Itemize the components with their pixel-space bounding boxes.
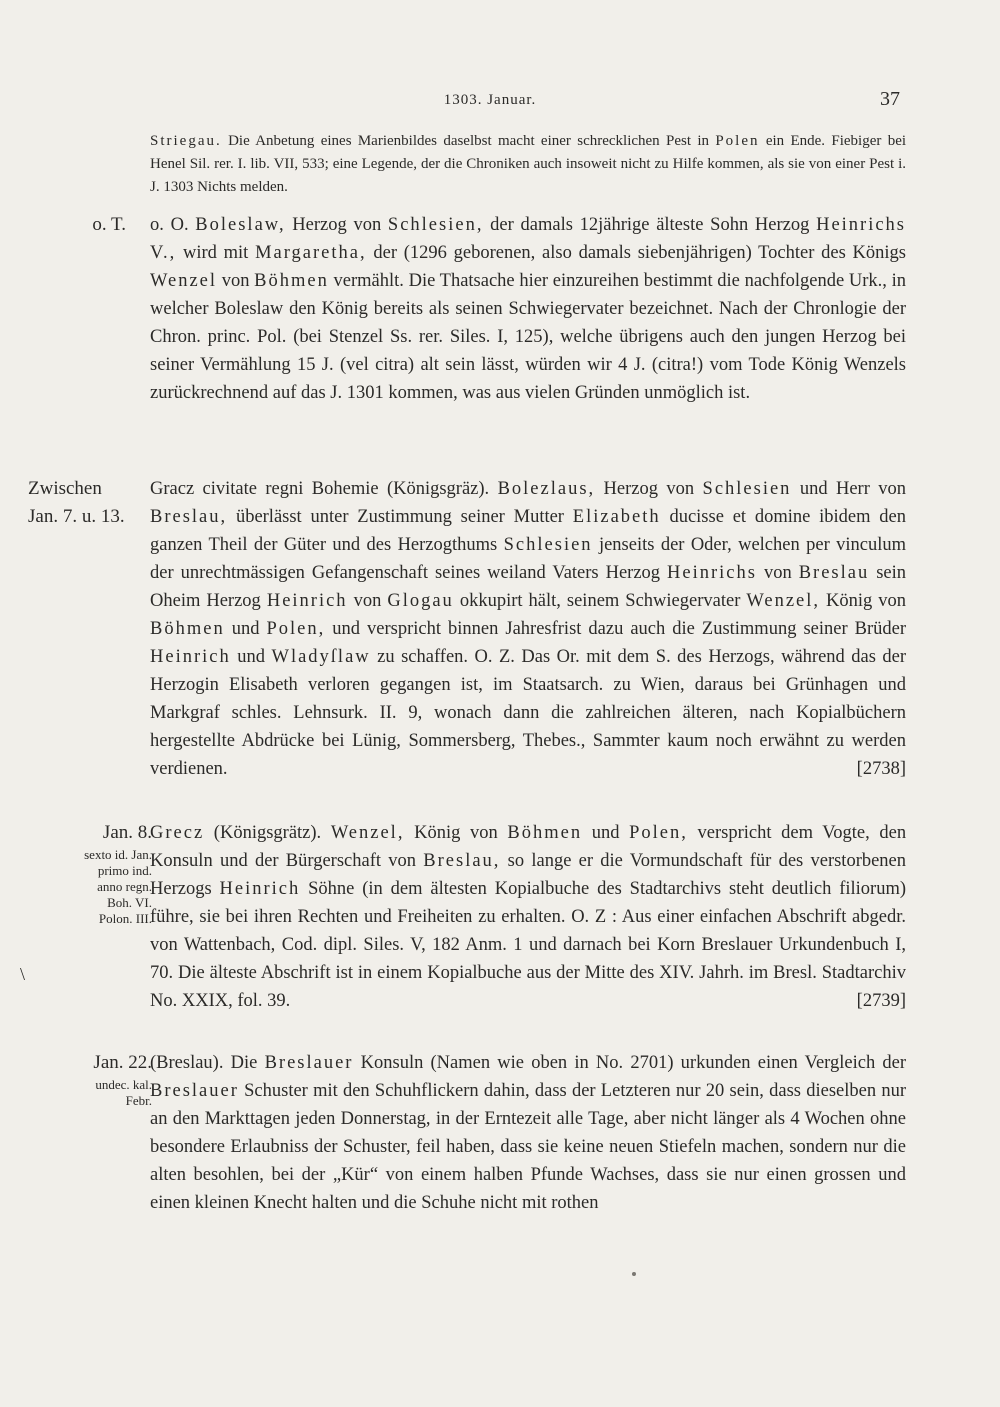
entry-text: Grecz (Königsgrätz). Wenzel, König von Böhmen und Polen, verspricht dem Vogte, den Konsuln und der Bürgerschaft von Breslau, so lange er die Vormundschaft für des verstorbenen Herzogs Heinrich Söhne (in dem ältesten Kopialbuche des Stadtarchivs steht deutlich filiorum) führe, sie bei ihren Rechten und Freiheiten zu erhalten. O. Z : Aus einer einfachen Abschrift abgedr. von Wattenbach, Cod. dipl. Siles. V, 182 Anm. 1 und darnach bei Korn Breslauer Urkundenbuch I, 70. Die älteste Abschrift ist in einem Kopialbuche aus der Mitte des XIV. Jahrh. im Bresl. Stadtarchiv No. XXIX, fol. 39. [2739] <box>150 819 906 1015</box>
entry-date: Jan. 8. sexto id. Jan. primo ind. anno regn. Boh. VI. Polon. III. <box>84 822 152 926</box>
place-name: Gracz civitate regni Bohemie (Königsgräz). <box>150 479 490 499</box>
entry-date: Jan. 22. undec. kal. Febr. <box>93 1052 152 1108</box>
page-number: 37 <box>880 88 900 110</box>
running-title: 1303. Januar. <box>443 92 537 108</box>
place-name: (Breslau). <box>150 1053 224 1073</box>
entry-date: o. T. <box>92 214 126 235</box>
entry-text: o. O. Boleslaw, Herzog von Schlesien, der damals 12jährige älteste Sohn Herzog Heinrichs V., wird mit Margaretha, der (1296 geborenen, also damals siebenjährigen) Tochter des Königs Wenzel von Böhmen vermählt. Die Thatsache hier einzureihen bestimmt die nachfolgende Urk., in welcher Boleslaw den König bereits als seinen Schwiegervater bezeichnet. Nach der Chronlogie der Chron. princ. Pol. (bei Stenzel Ss. rer. Siles. I, 125), welche übrigens auch den jungen Herzog bei seiner Vermählung 15 J. (vel citra) alt sein lässt, würden wir 4 J. (citra!) vom Tode König Wenzels zurückrechnend auf das J. 1301 kommen, was aus vielen Gründen unmöglich ist. <box>150 215 907 403</box>
place-name: Striegau. <box>150 133 222 149</box>
entry-text: (Breslau). Die Breslauer Konsuln (Namen wie oben in No. 2701) urkunden einen Vergleich der Breslauer Schuster mit den Schuhflickern dahin, dass der Letzteren nur 20 sein, dass dieselben nur an den Markttagen jeden Donnerstag, in der Erntezeit alle Tage, aber nicht länger als 4 Wochen ohne besondere Erlaubniss der Schuster, feil haben, dass sie keine neuen Stiefeln machen, sondern nur die alten besohlen, bei der „Kür“ von einem halben Pfunde Wachses, dass sie nur einen grossen und einen kleinen Knecht halten und die Schuhe nicht mit rothen <box>150 1053 907 1213</box>
margin-mark: \ <box>20 964 26 984</box>
record-number: [2738] <box>856 759 906 779</box>
page-header <box>0 88 1000 122</box>
entry-date: Zwischen Jan. 7. u. 13. <box>28 478 125 527</box>
entry-text: Striegau. Die Anbetung eines Marienbildes daselbst macht einer schrecklichen Pest in Polen ein Ende. Fiebiger bei Henel Sil. rer. I. lib. VII, 533; eine Legende, der die Chroniken auch insoweit nicht zu Hilfe kommen, als sie von einer Pest i. J. 1303 Nichts melden. <box>150 133 907 195</box>
place-name: Grecz <box>150 823 205 843</box>
ink-speck <box>632 1272 636 1276</box>
record-number: [2739] <box>856 991 906 1011</box>
entry-text: Gracz civitate regni Bohemie (Königsgräz). Bolezlaus, Herzog von Schlesien und Herr von Breslau, überlässt unter Zustimmung seiner Mutter Elizabeth ducisse et domine ibidem den ganzen Theil der Güter und des Herzogthums Schlesien jenseits der Oder, welchen per vinculum der unrechtmässigen Gefangenschaft seines weiland Vaters Herzog Heinrichs von Breslau sein Oheim Herzog Heinrich von Glogau okkupirt hält, seinem Schwiegervater Wenzel, König von Böhmen und Polen, und verspricht binnen Jahresfrist dazu auch die Zustimmung seiner Brüder Heinrich und Wladyſlaw zu schaffen. O. Z. Das Or. mit dem S. des Herzogs, während das der Herzogin Elisabeth verloren gegangen ist, im Staatsarch. zu Wien, daraus bei Grünhagen und Markgraf schles. Lehnsurk. II. 9, wonach dann die zahlreichen älteren, nach Kopialbüchern hergestellte Abdrücke bei Lünig, Sommersberg, Thebes., Sammter kaum noch erwähnt zu werden verdienen. [2738] <box>150 475 906 783</box>
